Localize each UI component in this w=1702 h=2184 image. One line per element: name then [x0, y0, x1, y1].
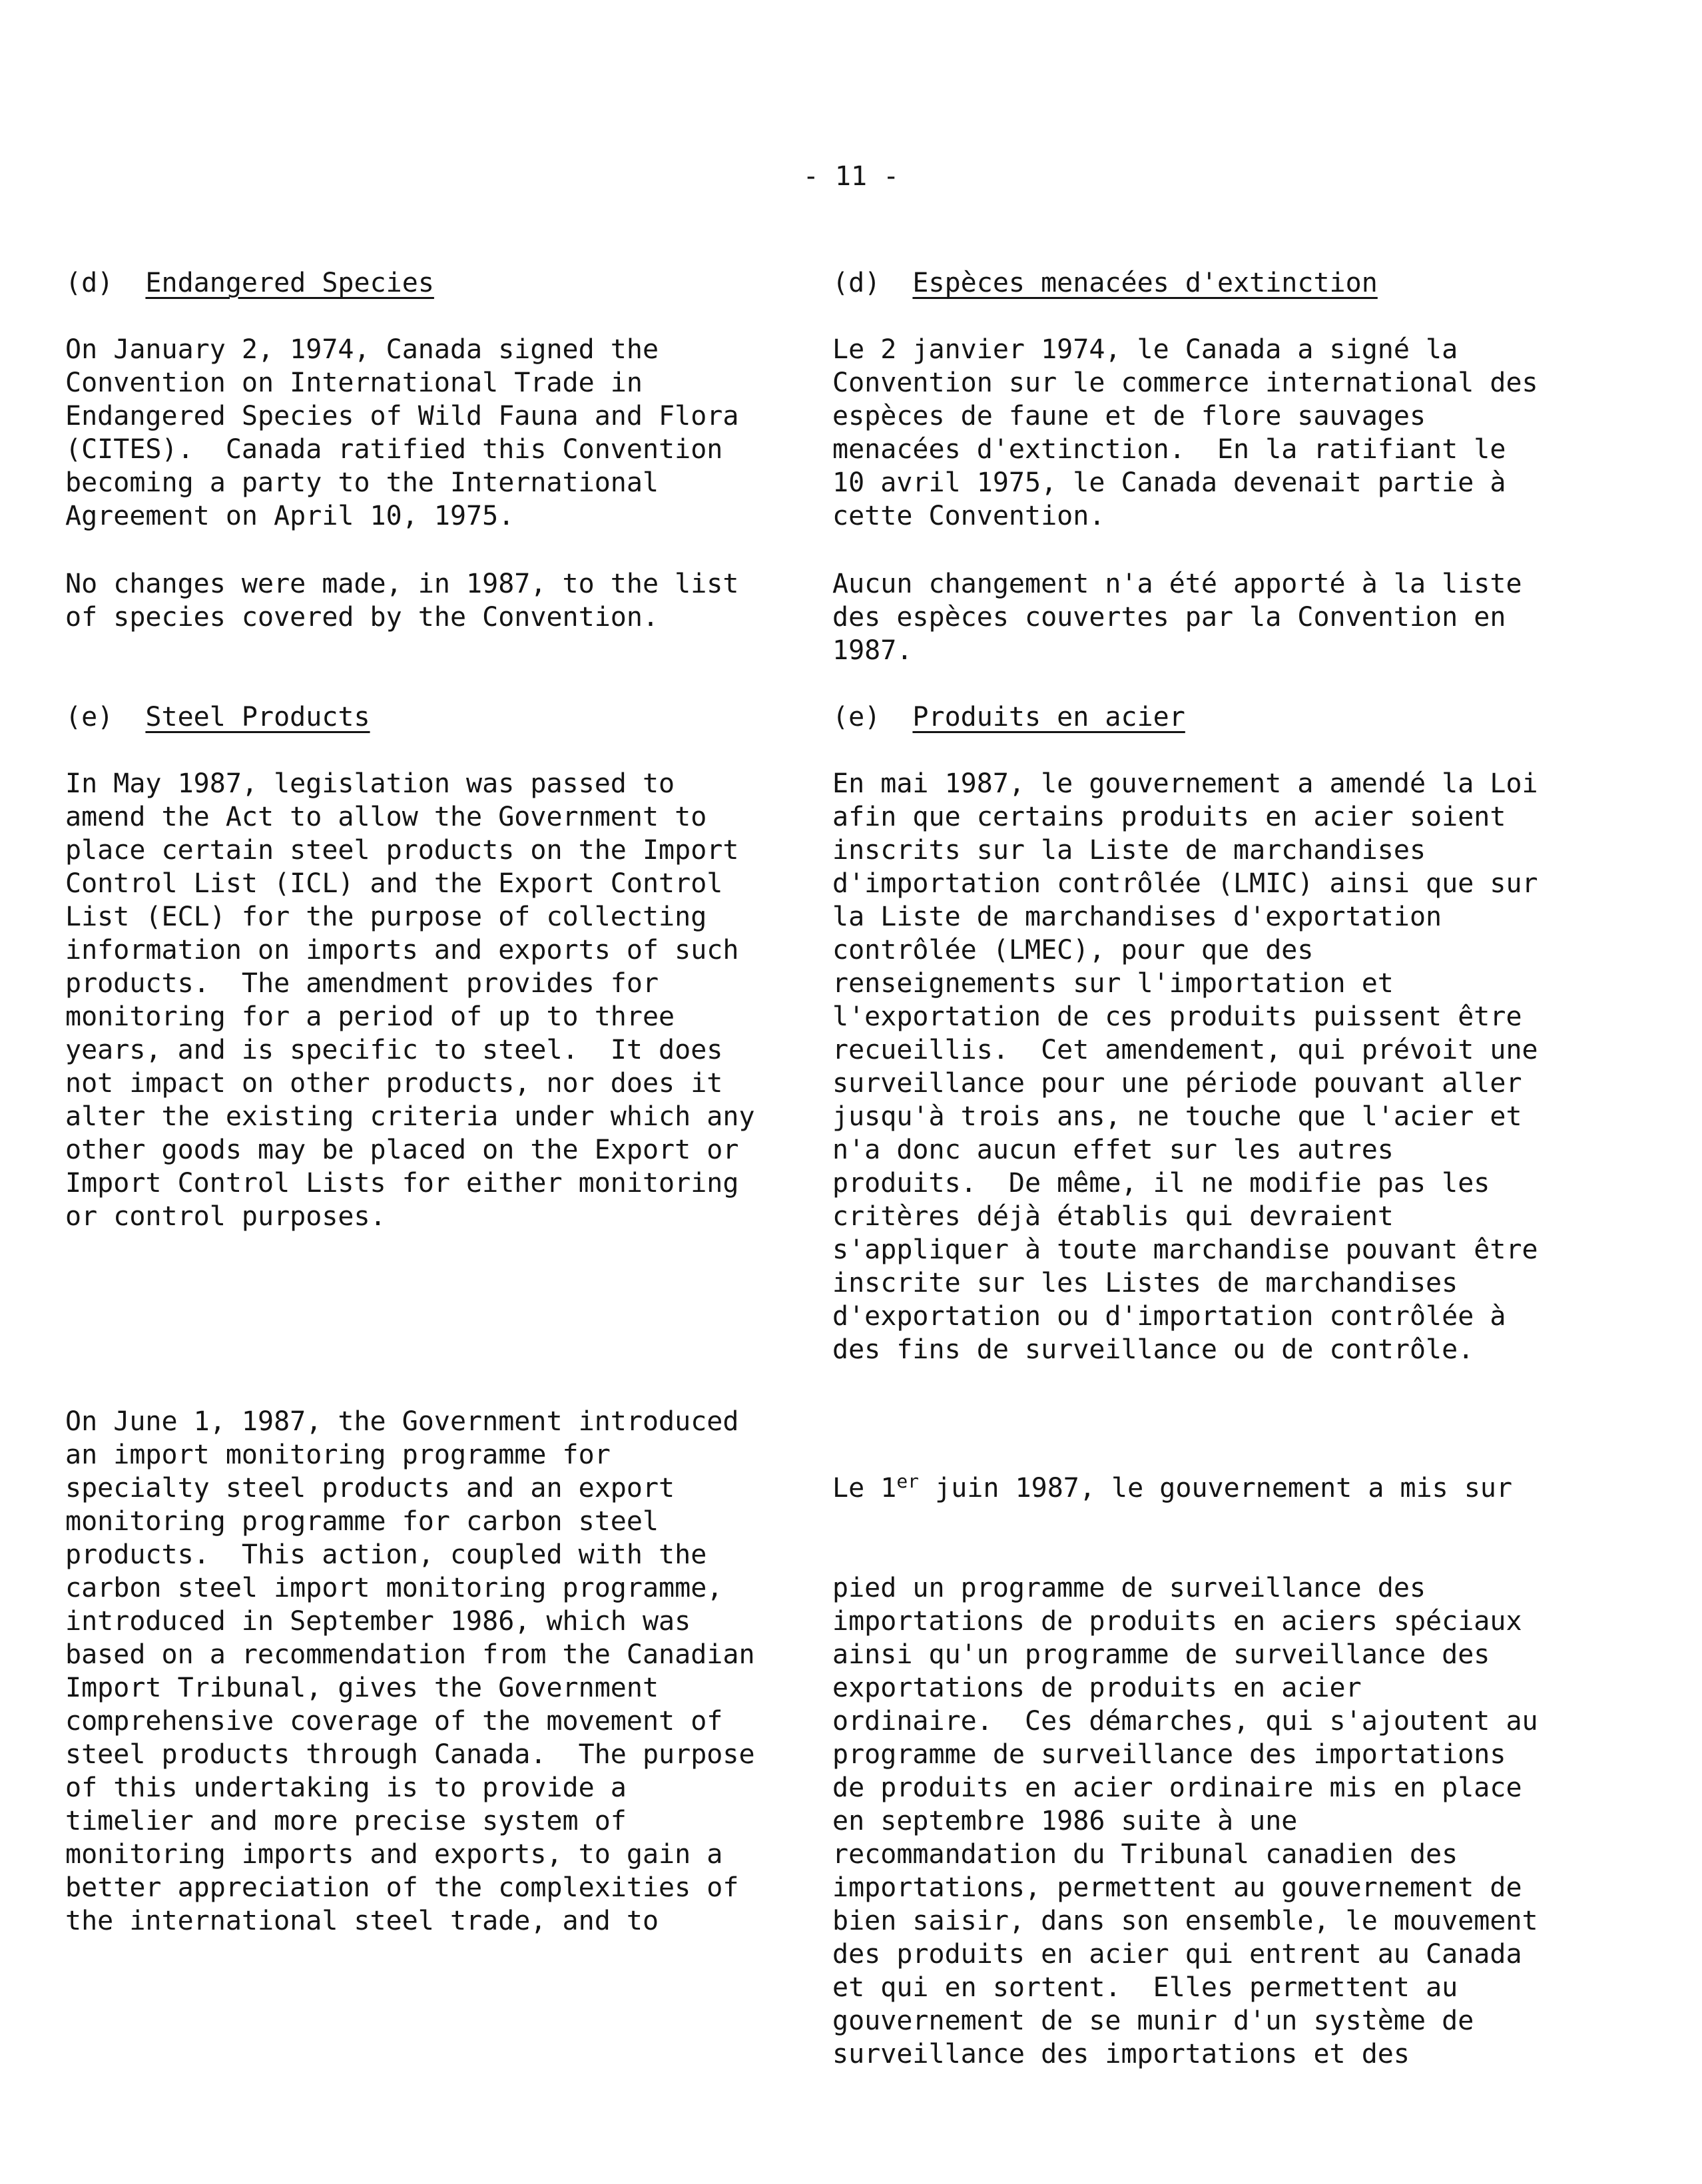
text-line: d'exportation ou d'importation contrôlée à	[832, 1301, 1506, 1332]
left-heading-d-marker: (d)	[65, 268, 114, 298]
text-line: des espèces couvertes par la Convention en	[832, 602, 1506, 633]
text-line: espèces de faune et de flore sauvages	[832, 401, 1426, 431]
text-line: jusqu'à trois ans, ne touche que l'acier et	[832, 1101, 1522, 1132]
text-line: products. This action, coupled with the	[65, 1539, 707, 1570]
text-line: Control List (ICL) and the Export Control	[65, 868, 723, 899]
text-line: surveillance des importations et des	[832, 2039, 1410, 2069]
text-line: Convention on International Trade in	[65, 368, 643, 398]
left-heading-d-title: Endangered Species	[145, 268, 434, 298]
left-e-para2	[65, 1405, 755, 1938]
text-line: s'appliquer à toute marchandise pouvant être	[832, 1234, 1538, 1265]
right-e-para2	[832, 1405, 1538, 2104]
text-line: critères déjà établis qui devraient	[832, 1201, 1394, 1232]
text-line: In May 1987, legislation was passed to	[65, 768, 675, 799]
text-line: Import Control Lists for either monitoring	[65, 1168, 739, 1199]
text-line: importations, permettent au gouvernement de	[832, 1872, 1522, 1903]
text-line: better appreciation of the complexities of	[65, 1872, 739, 1903]
text-line: et qui en sortent. Elles permettent au	[832, 1972, 1458, 2003]
text-line: No changes were made, in 1987, to the list	[65, 569, 739, 599]
text-line: 1987.	[832, 635, 913, 666]
right-e-para2-superscript: er	[896, 1470, 920, 1492]
text-line: Endangered Species of Wild Fauna and Flora	[65, 401, 739, 431]
text-line: monitoring programme for carbon steel	[65, 1506, 659, 1537]
text-line: programme de surveillance des importations	[832, 1739, 1506, 1770]
right-e-para2-prefix: Le 1	[832, 1473, 897, 1503]
right-e-para1	[832, 767, 1538, 1366]
text-line: of species covered by the Convention.	[65, 602, 659, 633]
text-line: On January 2, 1974, Canada signed the	[65, 334, 659, 365]
text-line: bien saisir, dans son ensemble, le mouvement	[832, 1906, 1538, 1936]
left-heading-e-title: Steel Products	[145, 702, 370, 732]
text-line: importations de produits en aciers spéciaux	[832, 1606, 1522, 1637]
text-line: an import monitoring programme for	[65, 1440, 611, 1470]
text-line: renseignements sur l'importation et	[832, 968, 1394, 999]
text-line: the international steel trade, and to	[65, 1906, 659, 1936]
text-line: Aucun changement n'a été apporté à la liste	[832, 569, 1522, 599]
text-line: d'importation contrôlée (LMIC) ainsi que sur	[832, 868, 1538, 899]
left-d-para2	[65, 567, 738, 634]
text-line: de produits en acier ordinaire mis en place	[832, 1773, 1522, 1803]
text-line: cette Convention.	[832, 501, 1105, 531]
text-line: l'exportation de ces produits puissent être	[832, 1001, 1522, 1032]
text-line: years, and is specific to steel. It does	[65, 1035, 723, 1065]
text-line: inscrite sur les Listes de marchandises	[832, 1268, 1458, 1298]
text-line: n'a donc aucun effet sur les autres	[832, 1135, 1394, 1165]
right-heading-d-title: Espèces menacées d'extinction	[912, 268, 1378, 298]
text-line: of this undertaking is to provide a	[65, 1773, 627, 1803]
right-heading-e-title: Produits en acier	[912, 702, 1185, 732]
text-line: la Liste de marchandises d'exportation	[832, 902, 1442, 932]
text-line: produits. De même, il ne modifie pas les	[832, 1168, 1490, 1199]
text-line: pied un programme de surveillance des	[832, 1573, 1426, 1603]
text-line: comprehensive coverage of the movement of	[65, 1706, 723, 1737]
text-line: steel products through Canada. The purpose	[65, 1739, 755, 1770]
text-line: afin que certains produits en acier soient	[832, 802, 1506, 832]
text-line: (CITES). Canada ratified this Convention	[65, 434, 723, 465]
text-line: amend the Act to allow the Government to	[65, 802, 707, 832]
right-heading-d	[832, 266, 1378, 300]
text-line: surveillance pour une période pouvant aller	[832, 1068, 1522, 1099]
text-line: specialty steel products and an export	[65, 1473, 675, 1503]
right-d-para2	[832, 567, 1522, 667]
right-e-para2-lines	[832, 1571, 1538, 2071]
left-heading-e-marker: (e)	[65, 702, 114, 732]
right-heading-e-marker: (e)	[832, 702, 881, 732]
left-heading-d	[65, 266, 434, 300]
text-line: recommandation du Tribunal canadien des	[832, 1839, 1458, 1870]
left-e-para1	[65, 767, 755, 1233]
text-line: menacées d'extinction. En la ratifiant le	[832, 434, 1506, 465]
text-line: En mai 1987, le gouvernement a amendé la Loi	[832, 768, 1538, 799]
text-line: based on a recommendation from the Canadian	[65, 1639, 755, 1670]
text-line: or control purposes.	[65, 1201, 386, 1232]
text-line: contrôlée (LMEC), pour que des	[832, 935, 1314, 965]
right-heading-e	[832, 700, 1185, 734]
text-line: monitoring imports and exports, to gain a	[65, 1839, 723, 1870]
text-line: des produits en acier qui entrent au Canada	[832, 1939, 1522, 1970]
left-heading-e	[65, 700, 370, 734]
text-line: Convention sur le commerce international des	[832, 368, 1538, 398]
left-d-para1	[65, 333, 738, 533]
text-line: carbon steel import monitoring programme,	[65, 1573, 723, 1603]
text-line: ainsi qu'un programme de surveillance des	[832, 1639, 1490, 1670]
text-line: ordinaire. Ces démarches, qui s'ajoutent au	[832, 1706, 1538, 1737]
text-line: en septembre 1986 suite à une	[832, 1806, 1298, 1836]
text-line: information on imports and exports of such	[65, 935, 739, 965]
text-line: inscrits sur la Liste de marchandises	[832, 835, 1426, 866]
text-line: List (ECL) for the purpose of collecting	[65, 902, 707, 932]
text-line: Agreement on April 10, 1975.	[65, 501, 515, 531]
text-line: Import Tribunal, gives the Government	[65, 1673, 659, 1703]
text-line: not impact on other products, nor does it	[65, 1068, 723, 1099]
text-line: 10 avril 1975, le Canada devenait partie à	[832, 467, 1506, 498]
text-line: Le 2 janvier 1974, le Canada a signé la	[832, 334, 1458, 365]
text-line: alter the existing criteria under which any	[65, 1101, 755, 1132]
right-e-para2-rest: juin 1987, le gouvernement a mis sur	[919, 1473, 1513, 1503]
text-line: other goods may be placed on the Export or	[65, 1135, 739, 1165]
text-line: timelier and more precise system of	[65, 1806, 627, 1836]
text-line: gouvernement de se munir d'un système de	[832, 2006, 1474, 2036]
text-line: des fins de surveillance ou de contrôle.	[832, 1334, 1474, 1365]
text-line: On June 1, 1987, the Government introduced	[65, 1406, 739, 1437]
right-heading-d-marker: (d)	[832, 268, 881, 298]
right-e-para2-line-first	[832, 1472, 1538, 1505]
text-line: monitoring for a period of up to three	[65, 1001, 675, 1032]
text-line: introduced in September 1986, which was	[65, 1606, 691, 1637]
text-line: recueillis. Cet amendement, qui prévoit une	[832, 1035, 1538, 1065]
text-line: products. The amendment provides for	[65, 968, 659, 999]
right-d-para1	[832, 333, 1538, 533]
text-line: exportations de produits en acier	[832, 1673, 1362, 1703]
page-number: - 11 -	[802, 161, 900, 192]
text-line: place certain steel products on the Import	[65, 835, 739, 866]
text-line: becoming a party to the International	[65, 467, 659, 498]
